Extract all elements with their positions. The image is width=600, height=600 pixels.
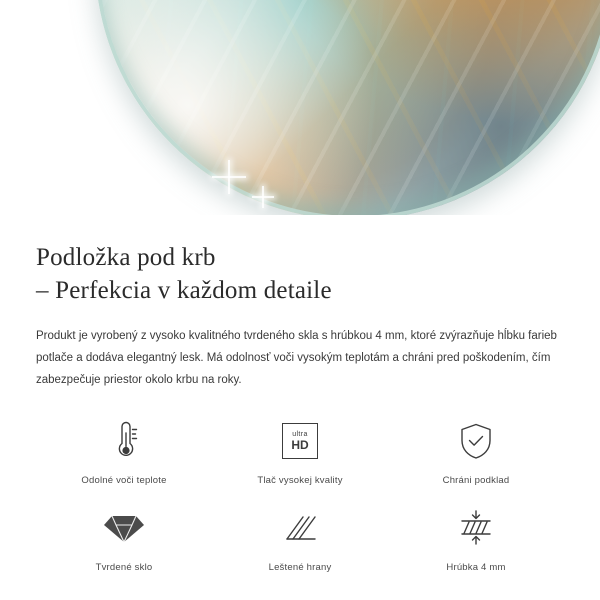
polished-edges-icon — [274, 504, 326, 552]
hero-image — [0, 0, 600, 215]
feature-surface-protection — [388, 417, 564, 486]
feature-label: Chráni podklad — [442, 475, 510, 486]
thickness-arrows-icon — [450, 504, 502, 552]
product-description: Produkt je vyrobený z vysoko kvalitného tvrdeného skla s hrúbkou 4 mm, ktoré zvýrazňuje hĺbku farieb potlače a dodáva elegantný lesk. Má odolnosť voči vysokým teplotám a chráni pred poškodením, čím zabezpečuje priestor okolo krbu na roky. — [36, 330, 557, 386]
ultra-hd-bottom-label: HD — [291, 438, 309, 452]
content-area — [0, 241, 600, 573]
feature-label: Leštené hrany — [268, 562, 332, 573]
feature-print-quality — [212, 417, 388, 486]
feature-thickness — [388, 504, 564, 573]
page-title-line-2: – Perfekcia v každom detaile — [36, 277, 332, 304]
feature-label: Hrúbka 4 mm — [446, 562, 506, 573]
ultra-hd-top-label: ultra — [292, 431, 308, 438]
shield-check-icon — [450, 417, 502, 465]
feature-label: Tvrdené sklo — [95, 562, 153, 573]
glass-pad-image — [95, 0, 600, 215]
thermometer-icon — [98, 417, 150, 465]
page-title — [36, 241, 564, 307]
diamond-icon — [98, 504, 150, 552]
feature-label: Odolné voči teplote — [81, 475, 167, 486]
feature-heat-resistance — [36, 417, 212, 486]
ultra-hd-icon — [274, 417, 326, 465]
feature-polished-edges — [212, 504, 388, 573]
feature-grid — [36, 417, 564, 573]
feature-tempered-glass — [36, 504, 212, 573]
page-title-line-1: Podložka pod krb — [36, 244, 216, 271]
feature-label: Tlač vysokej kvality — [257, 475, 343, 486]
